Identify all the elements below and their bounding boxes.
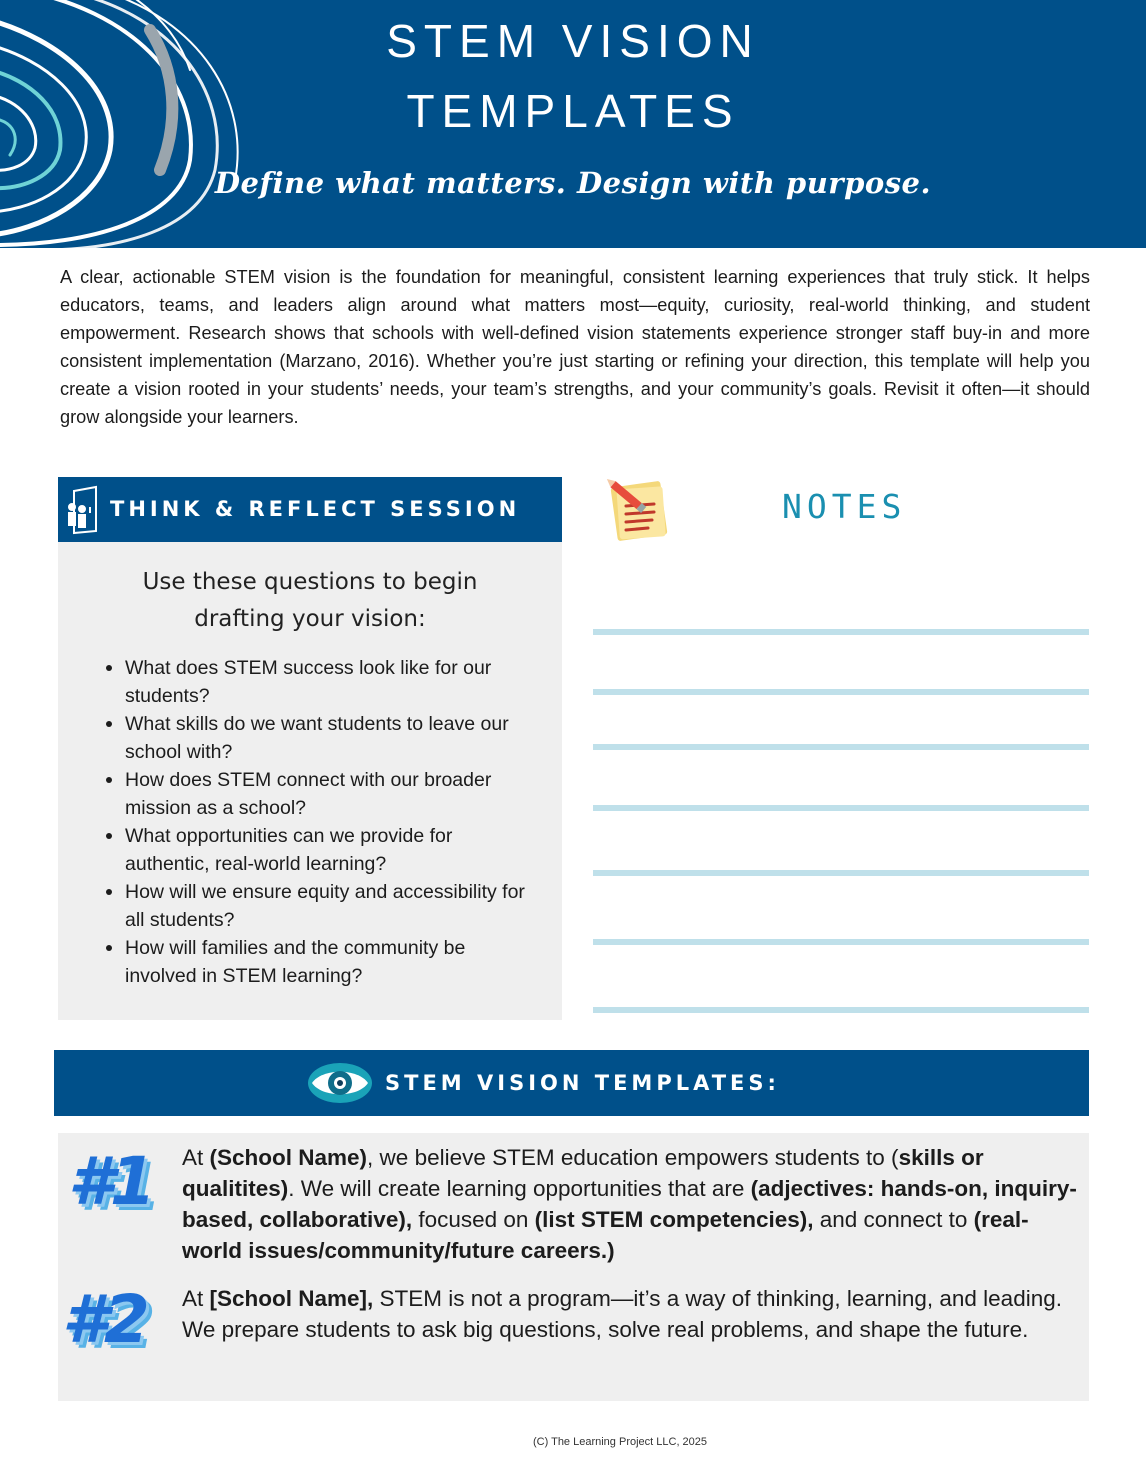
list-item: What skills do we want students to leave our school with? [106,710,536,766]
footer-copyright: (C) The Learning Project LLC, 2025 [532,1436,708,1448]
template-2-text [182,1283,1082,1345]
templates-panel [58,1133,1089,1401]
eye-icon [306,1060,374,1106]
note-line[interactable] [593,805,1089,811]
notes-title: NOTES [782,487,907,526]
note-line[interactable] [593,1007,1089,1013]
template-1-placeholder: (School Name) [209,1145,368,1170]
template-1-part: . We will create learning opportunities that are [288,1176,751,1201]
note-line[interactable] [593,689,1089,695]
note-line[interactable] [593,939,1089,945]
list-item: What opportunities can we provide for authentic, real-world learning? [106,822,536,878]
list-item: How will we ensure equity and accessibility for all students? [106,878,536,934]
tagline: Define what matters. Design with purpose. [214,166,932,200]
template-1-part: , we believe STEM education empowers students to ( [367,1145,899,1170]
reflect-prompt-line1: Use these questions to begin [142,569,478,595]
page-title-line2: TEMPLATES [406,85,740,137]
notepad-pencil-icon [604,476,674,546]
note-line[interactable] [593,744,1089,750]
list-item: How will families and the community be involved in STEM learning? [106,934,536,990]
template-1-placeholder: (list STEM competencies), [534,1207,814,1232]
template-1-part: At [182,1145,210,1170]
template-2-part: STEM is not a program—it’s a way of thinking, learning, and leading. We prepare students to ask big questions, solve real problems, and shape the future. [182,1286,1062,1342]
reflect-prompt [58,564,562,638]
list-item: What does STEM success look like for our students? [106,654,536,710]
template-number-1: #1 [68,1143,152,1220]
reflect-question-list [106,654,536,990]
note-line[interactable] [593,870,1089,876]
templates-heading: STEM VISION TEMPLATES: [385,1071,780,1095]
templates-section-header [54,1050,1089,1116]
template-1-text [182,1142,1082,1266]
template-1-part: and connect to [813,1207,974,1232]
template-1-placeholder: skills or qualitites) [182,1145,984,1201]
header-banner [0,0,1146,248]
note-line[interactable] [593,629,1089,635]
intro-paragraph: A clear, actionable STEM vision is the foundation for meaningful, consistent learning experiences that truly stick. It helps educators, teams, and leaders align around what matters most—equity, curiosity, real-world thinking, and student empowerment. Research shows that schools with well-defined vision statements experience stronger staff buy-in and more consistent implementation (Marzano, 2016). Whether you’re just starting or refining your direction, this template will help you create a vision rooted in your students’ needs, your team’s strengths, and your community’s goals. Revisit it often—it should grow alongside your learners. [60,267,1090,427]
reflect-prompt-line2: drafting your vision: [194,606,426,632]
template-1-placeholder: (real-world issues/community/future careers.) [182,1207,1029,1263]
reflect-section-header [58,477,562,542]
page-title-line1: STEM VISION [386,15,760,67]
template-2-part: At [182,1286,210,1311]
template-1-part: focused on [412,1207,535,1232]
reflect-heading: THINK & REFLECT SESSION [110,497,521,521]
doors-icon [66,485,102,535]
reflect-panel [58,542,562,1020]
template-number-2: #2 [62,1281,146,1358]
template-1-placeholder: (adjectives: hands-on, inquiry-based, collaborative), [182,1176,1077,1232]
list-item: How does STEM connect with our broader mission as a school? [106,766,536,822]
template-2-placeholder: [School Name], [209,1286,374,1311]
